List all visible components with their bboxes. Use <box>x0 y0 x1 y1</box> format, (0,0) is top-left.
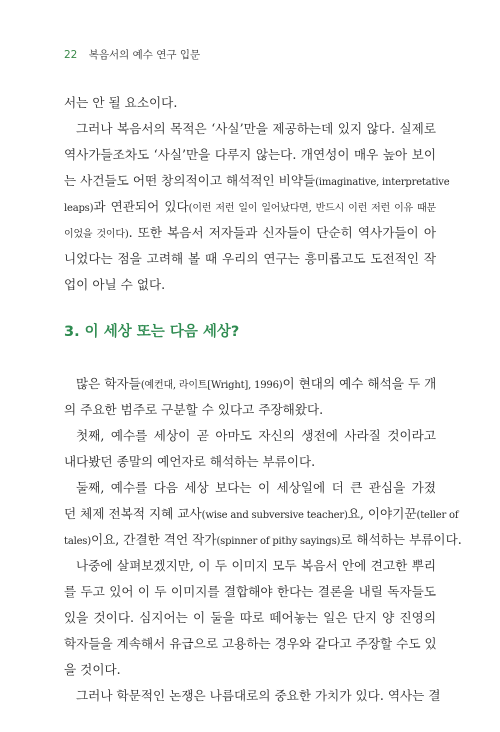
text-run: 이 현대의 예수 해석을 두 개 <box>282 376 437 391</box>
text-line <box>64 501 459 527</box>
text-line <box>64 116 436 142</box>
running-title: 복음서의 예수 연구 입문 <box>88 49 201 61</box>
parenthetical-note: 이었을 것이다) <box>64 229 129 240</box>
english-gloss: (spinner of pithy sayings) <box>216 536 341 547</box>
section-heading: 3. 이 세상 또는 다음 세상? <box>64 324 240 340</box>
text-line <box>64 194 436 220</box>
text-run: 던 체제 전복적 지혜 교사 <box>64 506 202 521</box>
text-run: 업이 아닐 수 없다. <box>64 277 166 292</box>
text-line <box>64 657 436 683</box>
text-run: 역사가들조차도 ‘사실’만을 다루지 않는다. 개연성이 매우 높아 보이 <box>64 147 436 162</box>
english-gloss: leaps) <box>64 203 94 214</box>
text-run: 를 두고 있어 이 두 이미지를 결합해야 한다는 결론을 내릴 독자들도 <box>64 584 436 599</box>
text-run: 의 주요한 범주로 구분할 수 있다고 주장해왔다. <box>64 402 324 417</box>
text-run: 는 사건들도 어떤 창의적이고 해석적인 비약들 <box>64 173 316 188</box>
text-run: 학자들을 계속해서 유급으로 고용하는 경우와 같다고 주장할 수도 있 <box>64 636 437 651</box>
text-run: 내다봤던 종말의 예언자로 해석하는 부류이다. <box>64 454 316 469</box>
english-gloss: (teller of <box>416 510 459 521</box>
text-line <box>64 272 436 298</box>
text-line <box>64 579 436 605</box>
paragraph-block-1 <box>64 90 450 298</box>
parenthetical-note: (이런 저런 일이 일어났다면, 반드시 이런 저런 이유 때문 <box>188 203 436 214</box>
text-line <box>64 220 436 246</box>
text-line <box>64 449 436 475</box>
text-run: 로 해석하는 부류이다. <box>340 532 462 547</box>
text-line <box>64 553 436 579</box>
text-line <box>64 475 436 501</box>
page-number: 22 <box>64 49 78 61</box>
english-gloss: (imaginative, interpretative <box>315 177 450 188</box>
text-line <box>64 168 450 194</box>
text-line <box>64 397 436 423</box>
text-line <box>64 90 436 116</box>
text-line <box>64 631 436 657</box>
citation: (예컨대, 라이트[Wright], 1996) <box>140 380 283 391</box>
text-run: 있을 것이다. 심지어는 이 둘을 따로 떼어놓는 일은 단지 양 진영의 <box>64 610 436 625</box>
running-header <box>64 47 200 62</box>
text-run: 그러나 복음서의 목적은 ‘사실’만을 제공하는데 있지 않다. 실제로 <box>76 121 436 136</box>
text-line <box>64 142 436 168</box>
text-run: 둘째, 예수를 다음 세상 보다는 이 세상일에 더 큰 관심을 가졌 <box>76 480 436 495</box>
text-run: 나중에 살펴보겠지만, 이 두 이미지 모두 복음서 안에 견고한 뿌리 <box>76 558 436 573</box>
text-line <box>64 683 441 709</box>
english-gloss: tales) <box>64 536 91 547</box>
text-line <box>64 423 436 449</box>
text-run: 서는 안 될 요소이다. <box>64 95 178 110</box>
text-run: 그러나 학문적인 논쟁은 나름대로의 중요한 가치가 있다. 역사는 결 <box>76 688 441 703</box>
text-run: 첫째, 예수를 세상이 곧 아마도 자신의 생전에 사라질 것이라고 <box>76 428 436 443</box>
text-run: 요, 이야기꾼 <box>347 506 417 521</box>
text-run: 이요, 간결한 격언 작가 <box>90 532 217 547</box>
text-run: . 또한 복음서 저자들과 신자들이 단순히 역사가들이 아 <box>128 225 436 240</box>
text-run: 을 것이다. <box>64 662 121 677</box>
english-gloss: (wise and subversive teacher) <box>201 510 348 521</box>
text-run: 니었다는 점을 고려해 볼 때 우리의 연구는 흥미롭고도 도전적인 작 <box>64 251 436 266</box>
text-line <box>64 605 436 631</box>
text-line <box>64 527 462 553</box>
text-line <box>64 371 436 397</box>
text-run: 과 연관되어 있다 <box>93 199 189 214</box>
text-run: 많은 학자들 <box>76 376 141 391</box>
text-line <box>64 246 436 272</box>
paragraph-block-2 <box>64 371 462 709</box>
